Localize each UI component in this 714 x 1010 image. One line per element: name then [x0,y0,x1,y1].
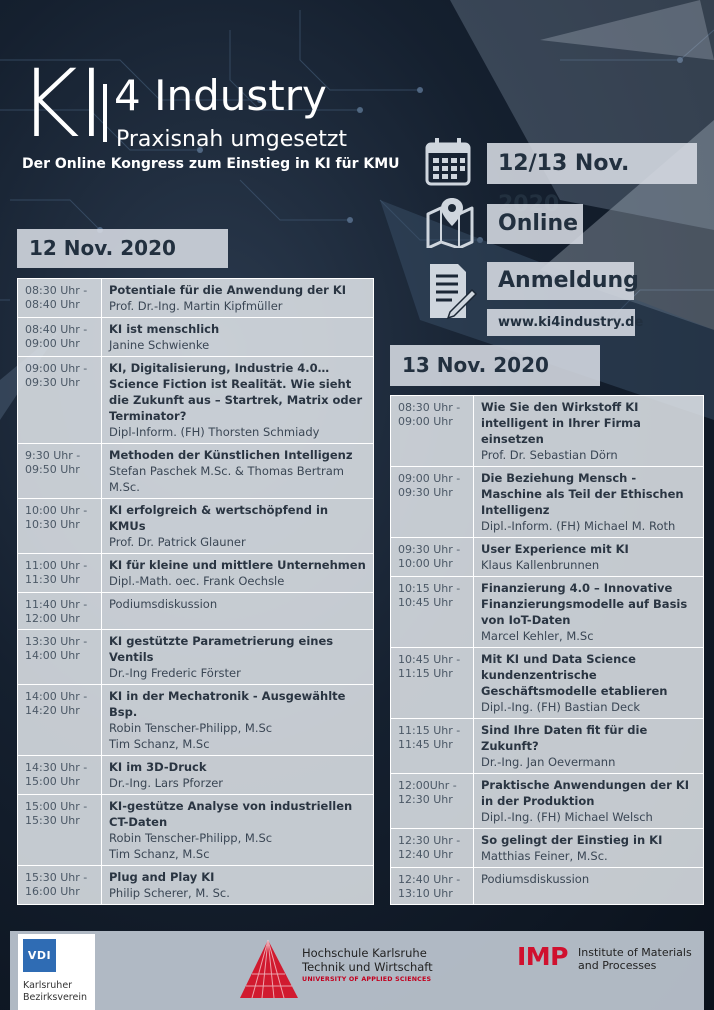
session-speaker: Klaus Kallenbrunnen [481,558,600,572]
session-speaker: Dipl.-Ing. (FH) Michael Welsch [481,810,653,824]
session-info [474,774,704,829]
day2-schedule [390,395,704,905]
website-link[interactable]: www.ki4industry.de [487,309,635,336]
session-time: 10:45 Uhr - 11:15 Uhr [391,648,474,719]
session-speaker: Robin Tenscher-Philipp, M.Sc [109,831,273,845]
session-time: 14:30 Uhr - 15:00 Uhr [18,756,102,795]
session-info [102,499,374,554]
session-info [102,444,374,499]
session-speaker: Dipl-Inform. (FH) Thorsten Schmiady [109,425,320,439]
hka-name-line1: Hochschule Karlsruhe [302,946,427,960]
session-speaker: Prof. Dr. Sebastian Dörn [481,448,618,462]
schedule-row [391,396,704,467]
session-info [474,396,704,467]
session-speaker: Matthias Feiner, M.Sc. [481,849,608,863]
session-info [474,538,704,577]
schedule-row [18,630,374,685]
schedule-row [18,499,374,554]
session-info [474,467,704,538]
session-speaker: Podiumsdiskussion [481,872,590,886]
session-title: Wie Sie den Wirkstoff KI intelligent in Ihrer Firma einsetzen [481,400,641,446]
vdi-text [23,980,87,1004]
session-title: Praktische Anwendungen der KI in der Produktion [481,778,690,808]
session-time: 11:00 Uhr - 11:30 Uhr [18,554,102,593]
schedule-row [391,577,704,648]
session-title: KI-gestütze Analyse von industriellen CT-Daten [109,799,353,829]
session-time: 12:40 Uhr - 13:10 Uhr [391,868,474,905]
schedule-row [18,444,374,499]
session-time: 9:30 Uhr - 09:50 Uhr [18,444,102,499]
session-info [102,795,374,866]
logo-divider [103,84,107,142]
session-time: 13:30 Uhr - 14:00 Uhr [18,630,102,685]
session-time: 15:00 Uhr - 15:30 Uhr [18,795,102,866]
imp-name-line2: and Processes [578,959,657,972]
session-title: Methoden der Künstlichen Intelligenz [109,448,353,462]
day1-schedule [17,278,374,905]
session-speaker: Dipl.-Math. oec. Frank Oechsle [109,574,285,588]
form-icon [428,262,478,320]
schedule-row [391,719,704,774]
schedule-row [391,538,704,577]
session-speaker: Janine Schwienke [109,338,210,352]
imp-logo: IMP [517,942,569,971]
imp-name-line1: Institute of Materials [578,946,692,959]
session-info [102,279,374,318]
session-time: 09:30 Uhr - 10:00 Uhr [391,538,474,577]
session-speaker: Dr.-Ing Frederic Förster [109,666,241,680]
schedule-row [18,318,374,357]
session-info [474,868,704,905]
map-icon [425,196,475,248]
schedule-row [391,467,704,538]
schedule-row [18,866,374,905]
session-title: So gelingt der Einstieg in KI [481,833,663,847]
schedule-row [18,593,374,630]
vdi-mark: VDI [23,939,56,972]
schedule-row [391,774,704,829]
session-info [102,318,374,357]
session-time: 10:15 Uhr - 10:45 Uhr [391,577,474,648]
session-info [102,866,374,905]
schedule-row [391,829,704,868]
session-speaker: Stefan Paschek M.Sc. & Thomas Bertram M.Sc. [109,464,344,494]
session-speaker: Dipl.-Ing. (FH) Bastian Deck [481,700,641,714]
session-info [102,756,374,795]
vdi-logo [18,934,95,1010]
session-title: Sind Ihre Daten fit für die Zukunft? [481,723,648,753]
schedule-row [18,795,374,866]
session-title: KI gestützte Parametrierung eines Ventils [109,634,334,664]
session-speaker: Podiumsdiskussion [109,597,218,611]
session-speaker: Marcel Kehler, M.Sc [481,629,594,643]
session-info [102,630,374,685]
day2-heading: 13 Nov. 2020 [390,345,600,386]
session-title: Plug and Play KI [109,870,215,884]
event-tagline: Der Online Kongress zum Einstieg in KI für KMU [22,156,400,172]
session-time: 11:15 Uhr - 11:45 Uhr [391,719,474,774]
session-time: 15:30 Uhr - 16:00 Uhr [18,866,102,905]
schedule-row [18,685,374,756]
day1-heading: 12 Nov. 2020 [17,229,228,268]
session-title: KI im 3D-Druck [109,760,207,774]
session-title: KI in der Mechatronik - Ausgewählte Bsp. [109,689,346,719]
schedule-row [391,868,704,905]
schedule-row [18,279,374,318]
session-speaker: Dr.-Ing. Lars Pforzer [109,776,224,790]
schedule-row [391,648,704,719]
session-speaker: Prof. Dr.-Ing. Martin Kipfmüller [109,299,283,313]
session-title: KI ist menschlich [109,322,220,336]
schedule-row [18,357,374,444]
event-subtitle: Praxisnah umgesetzt [116,127,348,152]
session-time: 09:00 Uhr - 09:30 Uhr [18,357,102,444]
session-info [474,648,704,719]
session-speaker: Prof. Dr. Patrick Glauner [109,535,246,549]
session-speaker: Tim Schanz, M.Sc [109,737,210,751]
vdi-text-line2: Bezirksverein [23,992,88,1003]
session-title: Potentiale für die Anwendung der KI [109,283,347,297]
session-time: 12:00Uhr - 12:30 Uhr [391,774,474,829]
session-time: 08:40 Uhr - 09:00 Uhr [18,318,102,357]
session-title: KI für kleine und mittlere Unternehmen [109,558,366,572]
registration-label[interactable]: Anmeldung [487,262,634,300]
session-info [474,719,704,774]
session-info [474,829,704,868]
session-info [102,593,374,630]
session-info [102,554,374,593]
session-time: 14:00 Uhr - 14:20 Uhr [18,685,102,756]
vdi-text-line1: Karlsruher [23,980,73,991]
calendar-icon [424,136,472,188]
session-info [102,357,374,444]
hka-name-line2: Technik und Wirtschaft [302,960,433,974]
session-time: 11:40 Uhr - 12:00 Uhr [18,593,102,630]
session-time: 08:30 Uhr - 09:00 Uhr [391,396,474,467]
session-time: 08:30 Uhr - 08:40 Uhr [18,279,102,318]
session-speaker: Tim Schanz, M.Sc [109,847,210,861]
session-title: User Experience mit KI [481,542,629,556]
session-title: KI, Digitalisierung, Industrie 4.0… Science Fiction ist Realität. Wie sieht die Zukunft aus – Startrek, Matrix oder Terminator? [109,361,363,423]
session-title: Die Beziehung Mensch - Maschine als Teil der Ethischen Intelligenz [481,471,684,517]
session-info [102,685,374,756]
session-title: Finanzierung 4.0 – Innovative Finanzierungsmodelle auf Basis von IoT-Daten [481,581,688,627]
event-format: Online [487,204,583,244]
hka-subtitle: UNIVERSITY OF APPLIED SCIENCES [302,976,432,983]
event-title: 4 Industry [114,71,327,120]
session-time: 12:30 Uhr - 12:40 Uhr [391,829,474,868]
session-info [474,577,704,648]
session-title: Mit KI und Data Science kundenzentrische Geschäftsmodelle etablieren [481,652,668,698]
session-speaker: Robin Tenscher-Philipp, M.Sc [109,721,273,735]
session-speaker: Philip Scherer, M. Sc. [109,886,230,900]
schedule-row [18,756,374,795]
session-time: 10:00 Uhr - 10:30 Uhr [18,499,102,554]
session-speaker: Dr.-Ing. Jan Oevermann [481,755,616,769]
hka-logo-icon [238,938,300,1004]
session-title: KI erfolgreich & wertschöpfend in KMUs [109,503,329,533]
session-time: 09:00 Uhr - 09:30 Uhr [391,467,474,538]
event-date: 12/13 Nov. [487,143,697,184]
logo-ki: KI [18,50,104,159]
schedule-row [18,554,374,593]
session-speaker: Dipl.-Inform. (FH) Michael M. Roth [481,519,676,533]
